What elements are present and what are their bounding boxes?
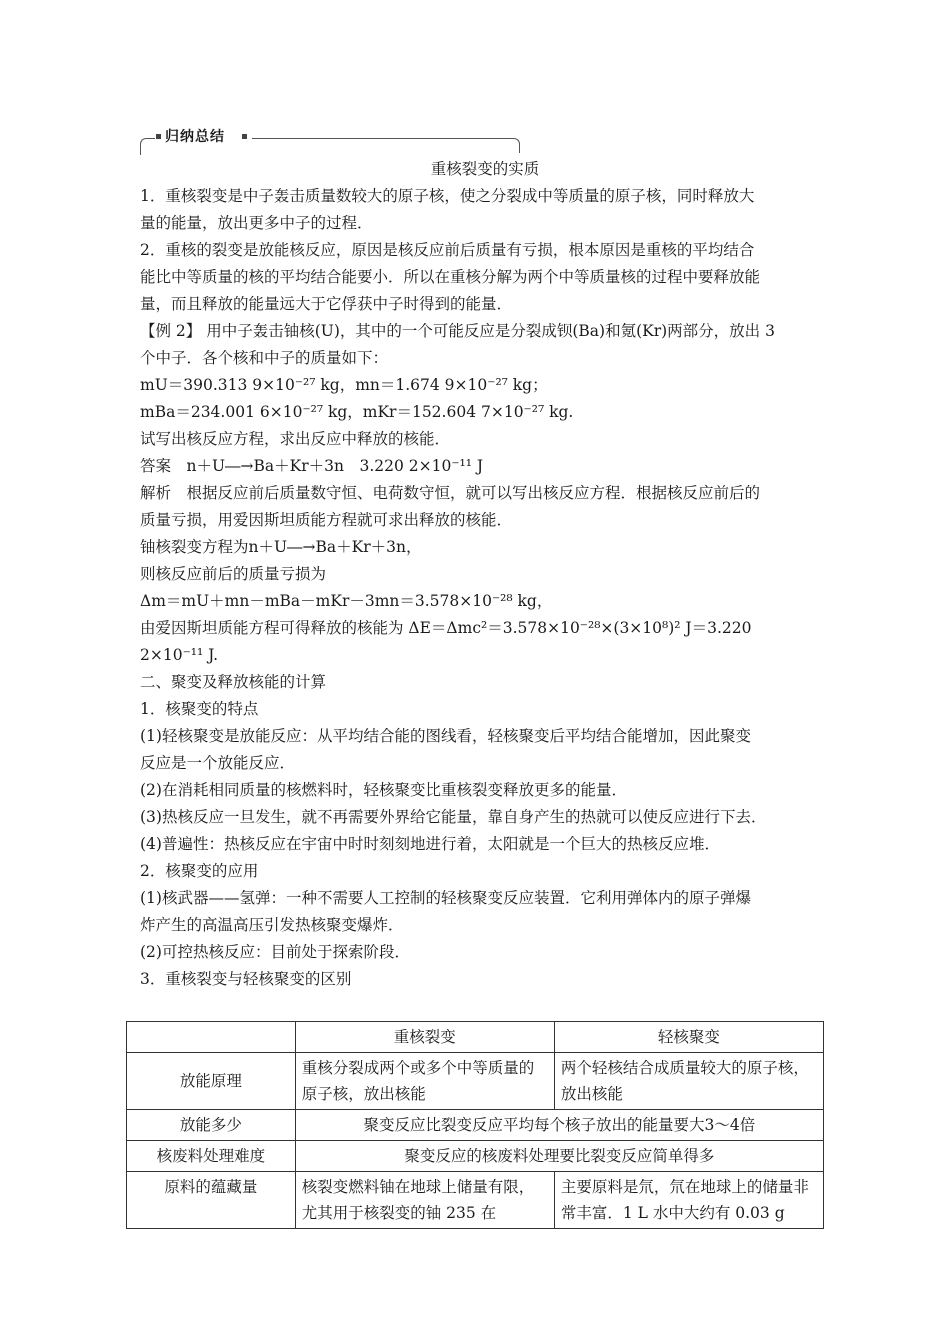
text-line: 3．重核裂变与轻核聚变的区别 — [140, 970, 352, 988]
text-line: 解析 根据反应前后质量数守恒、电荷数守恒，就可以写出核反应方程．根据核反应前后的 — [140, 484, 761, 502]
row-label: 核废料处理难度 — [127, 1141, 296, 1172]
document-page — [140, 128, 830, 993]
text-line: 由爱因斯坦质能方程可得释放的核能为 ΔE＝Δmc²＝3.578×10⁻²⁸×(3×10⁸)² J＝3.220 — [140, 619, 752, 637]
table-header-cell: 轻核聚变 — [554, 1022, 823, 1053]
text-line: 炸产生的高温高压引发热核聚变爆炸． — [140, 916, 404, 934]
text-line: 质量亏损，用爱因斯坦质能方程就可求出释放的核能． — [140, 511, 513, 529]
text-line: 【例 2】 用中子轰击铀核(U)，其中的一个可能反应是分裂成钡(Ba)和氪(Kr)两部分，放出 3 — [140, 322, 775, 340]
header-bracket-left — [140, 138, 155, 155]
text-line: (1)核武器——氢弹：一种不需要人工控制的轻核聚变反应装置．它利用弹体内的原子弹爆 — [140, 889, 751, 907]
text-line: (1)轻核聚变是放能反应：从平均结合能的图线看，轻核聚变后平均结合能增加，因此聚变 — [140, 727, 751, 745]
text-line: 铀核裂变方程为n＋U―→Ba＋Kr＋3n， — [140, 538, 422, 556]
text-line: 2．重核的裂变是放能核反应，原因是核反应前后质量有亏损，根本原因是重核的平均结合 — [140, 241, 755, 259]
text-line: 1．核聚变的特点 — [140, 700, 259, 718]
text-line: 2．核聚变的应用 — [140, 862, 259, 880]
table-cell: 两个轻核结合成质量较大的原子核，放出核能 — [554, 1053, 823, 1110]
text-line: 试写出核反应方程，求出反应中释放的核能． — [140, 430, 451, 448]
text-line: mU＝390.313 9×10⁻²⁷ kg，mn＝1.674 9×10⁻²⁷ kg； — [140, 376, 548, 394]
table-cell: 核裂变燃料铀在地球上储量有限，尤其用于核裂变的铀 235 在 — [295, 1172, 554, 1229]
text-line: 二、聚变及释放核能的计算 — [140, 673, 327, 691]
table-merged-cell: 聚变反应的核废料处理要比裂变反应简单得多 — [295, 1141, 823, 1172]
square-bullet-icon — [156, 134, 161, 139]
text-line: 1．重核裂变是中子轰击质量数较大的原子核，使之分裂成中等质量的原子核，同时释放大 — [140, 187, 755, 205]
text-line: 则核反应前后的质量亏损为 — [140, 565, 327, 583]
text-line: 2×10⁻¹¹ J. — [140, 646, 219, 664]
table-cell: 主要原料是氘，氘在地球上的储量非常丰富．1 L 水中大约有 0.03 g — [554, 1172, 823, 1229]
text-line: (4)普遍性：热核反应在宇宙中时时刻刻地进行着，太阳就是一个巨大的热核反应堆． — [140, 835, 720, 853]
table-row — [127, 1053, 824, 1110]
table-row — [127, 1172, 824, 1229]
row-label: 放能多少 — [127, 1110, 296, 1141]
summary-header — [140, 128, 520, 156]
summary-title: 归纳总结 — [165, 129, 225, 145]
section-heading: 重核裂变的实质 — [430, 160, 540, 178]
table-row — [127, 1110, 824, 1141]
table-header-row — [127, 1022, 824, 1053]
table-row — [127, 1141, 824, 1172]
text-line: 能比中等质量的核的平均结合能要小．所以在重核分解为两个中等质量核的过程中要释放能 — [140, 268, 761, 286]
table-merged-cell: 聚变反应比裂变反应平均每个核子放出的能量要大3～4倍 — [295, 1110, 823, 1141]
text-line: 量，而且释放的能量远大于它俘获中子时得到的能量． — [140, 295, 513, 313]
table-header-cell: 重核裂变 — [295, 1022, 554, 1053]
header-bracket-right — [252, 138, 520, 153]
text-line: Δm＝mU＋mn－mBa－mKr－3mn＝3.578×10⁻²⁸ kg， — [140, 592, 553, 610]
table-header-cell — [127, 1022, 296, 1053]
text-line: (2)可控热核反应：目前处于探索阶段． — [140, 943, 410, 961]
text-line: 反应是一个放能反应． — [140, 754, 296, 772]
square-bullet-icon — [242, 134, 247, 139]
text-line: (2)在消耗相同质量的核燃料时，轻核聚变比重核裂变释放更多的能量． — [140, 781, 627, 799]
text-line: (3)热核反应一旦发生，就不再需要外界给它能量，靠自身产生的热就可以使反应进行下去． — [140, 808, 767, 826]
text-line: 个中子．各个核和中子的质量如下： — [140, 349, 389, 367]
row-label: 原料的蕴藏量 — [127, 1172, 296, 1229]
row-label: 放能原理 — [127, 1053, 296, 1110]
text-line: 量的能量，放出更多中子的过程． — [140, 214, 373, 232]
text-line: mBa＝234.001 6×10⁻²⁷ kg，mKr＝152.604 7×10⁻²⁷ kg. — [140, 403, 574, 421]
text-line: 答案 n＋U―→Ba＋Kr＋3n 3.220 2×10⁻¹¹ J — [140, 457, 484, 475]
body-text — [140, 156, 830, 993]
comparison-table — [126, 1021, 824, 1229]
table-cell: 重核分裂成两个或多个中等质量的原子核，放出核能 — [295, 1053, 554, 1110]
